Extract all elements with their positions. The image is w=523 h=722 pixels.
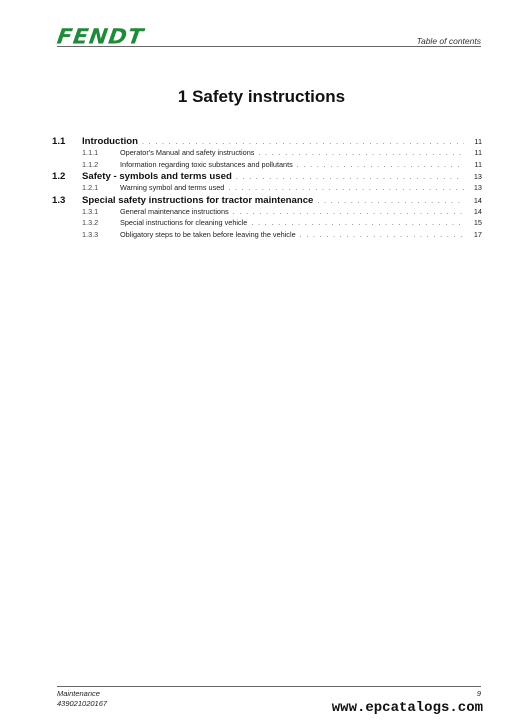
toc-number: 1.3.2	[82, 218, 99, 227]
toc-number: 1.3	[52, 194, 66, 206]
toc-number: 1.2	[52, 171, 66, 182]
toc-title: Information regarding toxic substances and pollutants	[120, 159, 293, 169]
toc-title: General maintenance instructions	[120, 206, 229, 216]
toc-title: Operator's Manual and safety instructions	[120, 148, 255, 157]
toc-page: 14	[473, 206, 482, 216]
toc-title: Introduction	[82, 136, 138, 147]
toc-title: Warning symbol and terms used	[120, 183, 225, 192]
footer-info	[57, 689, 107, 709]
section-label: Table of contents	[416, 36, 481, 46]
toc-number: 1.3.1	[82, 206, 99, 216]
toc-entry[interactable]	[52, 218, 482, 230]
leader-dots	[317, 195, 464, 206]
manual-name: Maintenance	[57, 689, 100, 698]
toc-entry[interactable]	[52, 183, 482, 195]
toc-title: Special safety instructions for tractor maintenance	[82, 194, 314, 206]
footer-divider	[57, 686, 481, 687]
toc-page: 15	[473, 218, 482, 227]
leader-dots	[233, 207, 464, 216]
leader-dots	[300, 230, 464, 239]
toc-title: Special instructions for cleaning vehicle	[120, 218, 248, 227]
toc-entry[interactable]	[52, 136, 482, 148]
toc-entry[interactable]	[52, 230, 482, 242]
toc-page: 13	[473, 183, 482, 192]
toc-page: 11	[474, 148, 482, 157]
toc-number: 1.1.1	[82, 148, 99, 157]
document-number: 439021020167	[57, 699, 108, 708]
toc-entry[interactable]	[52, 148, 482, 160]
header-divider	[57, 46, 481, 47]
leader-dots	[251, 218, 464, 227]
toc-title: Safety - symbols and terms used	[82, 171, 232, 182]
fendt-logo: FENDT	[55, 25, 146, 50]
chapter-title: 1 Safety instructions	[177, 87, 346, 106]
toc-number: 1.1	[52, 136, 66, 147]
watermark: www.epcatalogs.com	[331, 700, 483, 716]
toc-entry[interactable]	[52, 171, 482, 183]
toc-entry[interactable]	[52, 195, 482, 207]
toc-page: 13	[473, 172, 482, 181]
table-of-contents	[52, 136, 482, 241]
toc-title: Obligatory steps to be taken before leaving the vehicle	[120, 229, 296, 239]
leader-dots	[228, 183, 464, 192]
toc-entry[interactable]	[52, 160, 482, 172]
leader-dots	[297, 160, 464, 169]
toc-number: 1.1.2	[82, 159, 99, 169]
leader-dots	[142, 136, 464, 147]
leader-dots	[236, 171, 464, 182]
toc-number: 1.2.1	[82, 183, 99, 192]
leader-dots	[258, 148, 464, 157]
toc-page: 17	[473, 229, 482, 239]
toc-page: 14	[473, 195, 482, 205]
toc-page: 11	[474, 159, 482, 169]
page-number: 9	[476, 689, 481, 698]
toc-number: 1.3.3	[82, 229, 99, 239]
toc-page: 11	[474, 137, 482, 146]
toc-entry[interactable]	[52, 207, 482, 219]
